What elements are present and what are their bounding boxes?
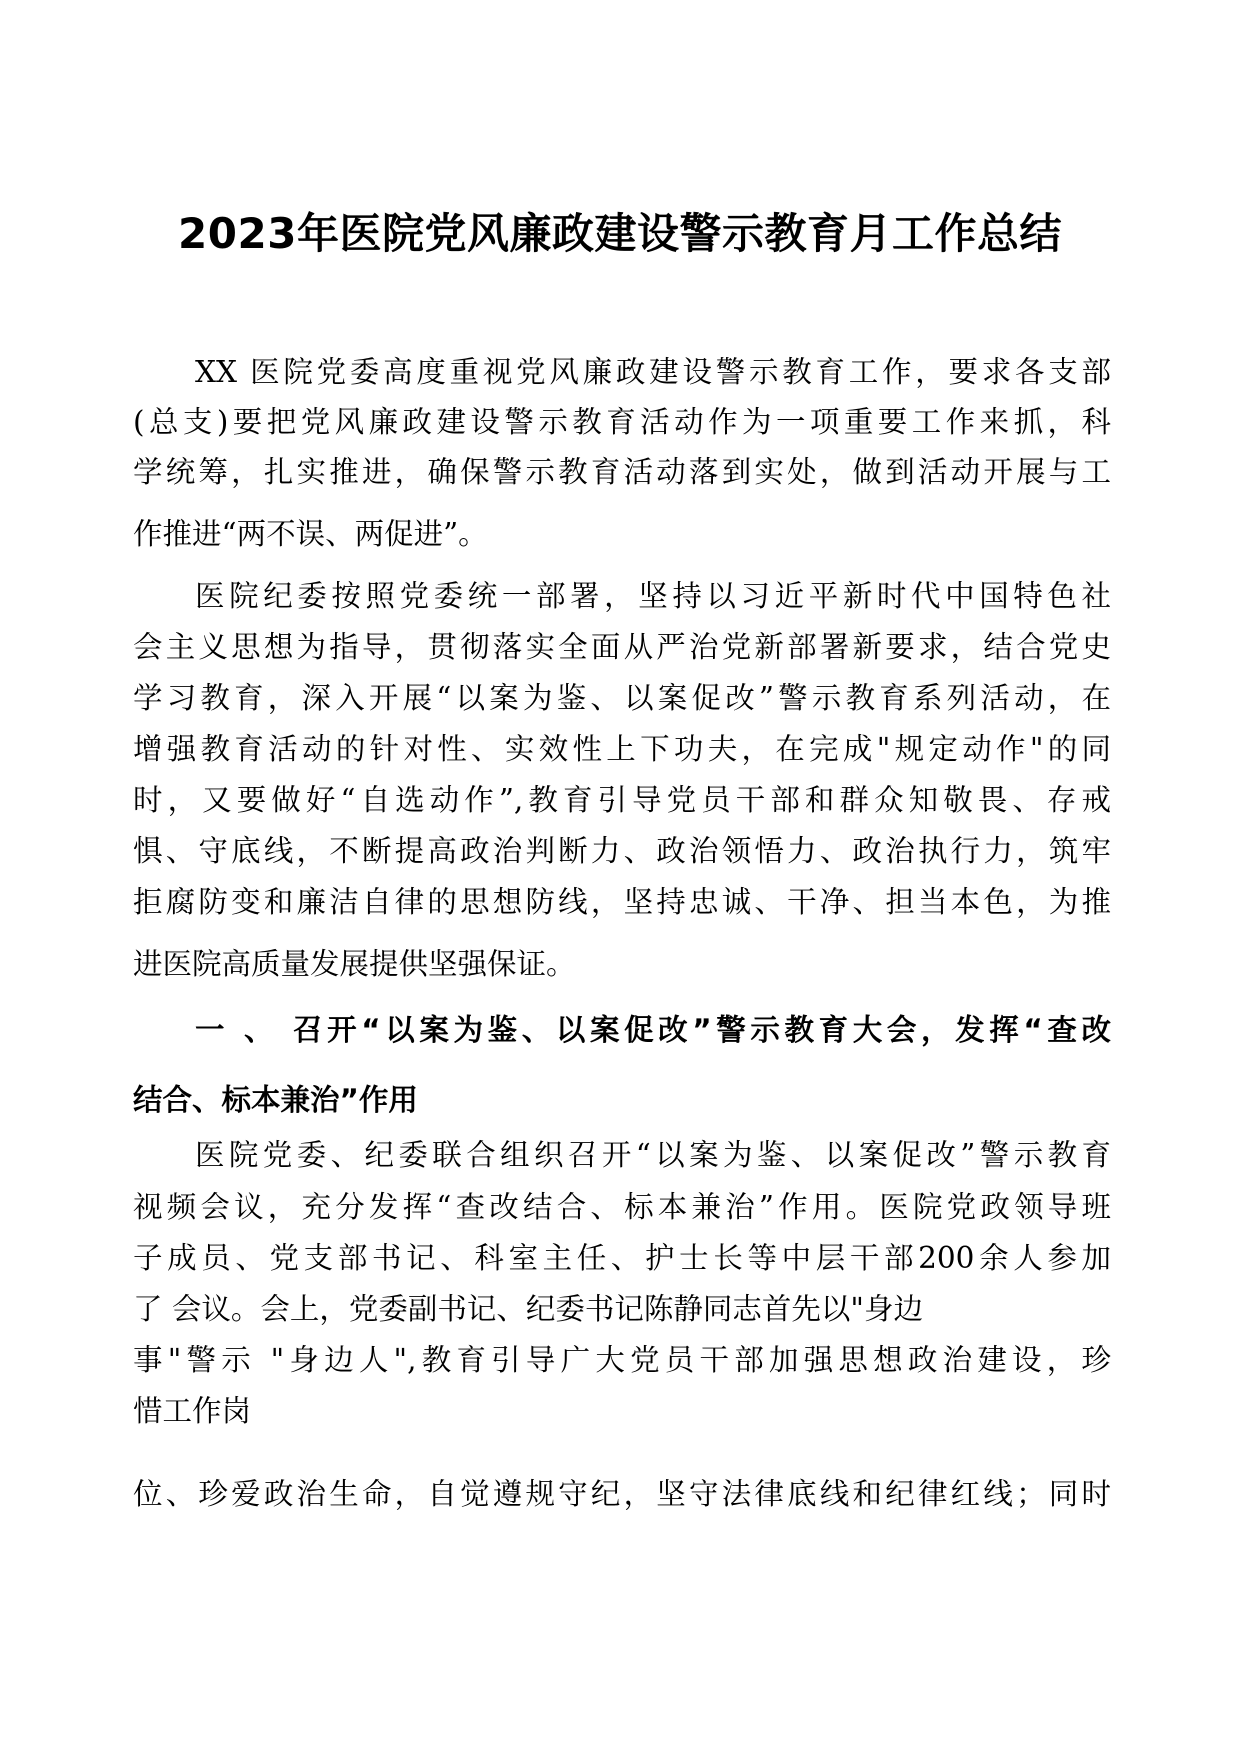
section-1-line-2: 视频会议，充分发挥“查改结合、标本兼治”作用。医院党政领导班	[133, 1190, 1111, 1224]
paragraph-2-line-8: 进医院高质量发展提供坚强保证。	[133, 947, 576, 981]
paragraph-1-line-1: XX 医院党委高度重视党风廉政建设警示教育工作，要求各支部	[195, 355, 1111, 389]
paragraph-1-line-3: 学统筹，扎实推进，确保警示教育活动落到实处，做到活动开展与工	[133, 455, 1111, 489]
paragraph-2-line-6: 惧、守底线，不断提高政治判断力、政治领悟力、政治执行力，筑牢	[133, 834, 1111, 868]
paragraph-1-line-2: (总支)要把党风廉政建设警示教育活动作为一项重要工作来抓，科	[133, 405, 1111, 439]
section-1-heading-line-2: 结合、标本兼治”作用	[133, 1083, 418, 1117]
document-title: 2023年医院党风廉政建设警示教育月工作总结	[178, 209, 1062, 258]
section-1-line-4: 了 会议。会上，党委副书记、纪委书记陈静同志首先以"身边	[133, 1292, 923, 1326]
paragraph-2-line-7: 拒腐防变和廉洁自律的思想防线，坚持忠诚、干净、担当本色，为推	[133, 885, 1111, 919]
section-1-heading-line-1: 一 、 召开“以案为鉴、以案促改”警示教育大会，发挥“查改	[195, 1013, 1111, 1047]
paragraph-2-line-5: 时，又要做好“自选动作”,教育引导党员干部和群众知敬畏、存戒	[133, 783, 1111, 817]
section-1-line-5: 事"警示 "身边人",教育引导广大党员干部加强思想政治建设，珍	[133, 1343, 1111, 1377]
paragraph-2-line-4: 增强教育活动的针对性、实效性上下功夫，在完成"规定动作"的同	[133, 732, 1111, 766]
section-1-line-6: 惜工作岗	[133, 1394, 252, 1428]
paragraph-2-line-2: 会主义思想为指导，贯彻落实全面从严治党新部署新要求，结合党史	[133, 630, 1111, 664]
section-1-line-1: 医院党委、纪委联合组织召开“以案为鉴、以案促改”警示教育	[195, 1138, 1111, 1172]
paragraph-1-line-4: 作推进“两不误、两促进”。	[133, 517, 488, 551]
paragraph-2-line-1: 医院纪委按照党委统一部署，坚持以习近平新时代中国特色社	[195, 579, 1111, 613]
section-1-line-3: 子成员、党支部书记、科室主任、护士长等中层干部200余人参加	[133, 1241, 1111, 1275]
section-1-line-7: 位、珍爱政治生命，自觉遵规守纪，坚守法律底线和纪律红线；同时	[133, 1477, 1111, 1511]
paragraph-2-line-3: 学习教育，深入开展“以案为鉴、以案促改”警示教育系列活动，在	[133, 681, 1111, 715]
